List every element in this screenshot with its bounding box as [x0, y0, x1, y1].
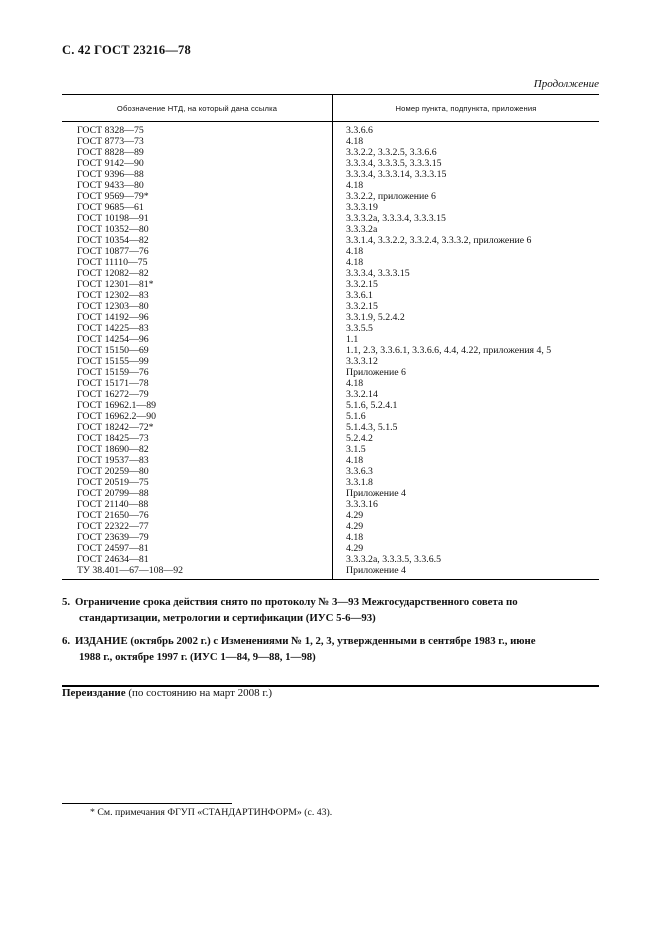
clause-number-cell: 3.1.5 [346, 444, 366, 455]
document-designation-cell: ГОСТ 8328—75 [77, 125, 144, 136]
clause-number-cell: 3.3.3.16 [346, 499, 378, 510]
document-designation-cell: ГОСТ 18425—73 [77, 433, 149, 444]
table-header [62, 95, 599, 122]
document-designation-cell: ТУ 38.401—67—108—92 [77, 565, 183, 576]
clause-number-cell: 3.3.1.8 [346, 477, 373, 488]
footnote-divider [62, 803, 232, 804]
clause-number-cell: Приложение 6 [346, 367, 406, 378]
clause-number-cell: 3.3.2.15 [346, 301, 378, 312]
clause-number-cell: 4.18 [346, 257, 364, 268]
clause-number-cell: 3.3.6.1 [346, 290, 373, 301]
document-designation-cell: ГОСТ 9142—90 [77, 158, 144, 169]
clause-number-cell: 3.3.2.2, приложение 6 [346, 191, 436, 202]
document-designation-cell: ГОСТ 19537—83 [77, 455, 149, 466]
document-designation-cell: ГОСТ 9396—88 [77, 169, 144, 180]
note-5 [62, 594, 599, 626]
document-designation-cell: ГОСТ 20519—75 [77, 477, 149, 488]
clause-number-cell: 5.1.6, 5.2.4.1 [346, 400, 398, 411]
clause-number-cell: 4.18 [346, 455, 364, 466]
clause-number-cell: 3.3.3.19 [346, 202, 378, 213]
document-designation-cell: ГОСТ 10877—76 [77, 246, 149, 257]
document-designation-cell: ГОСТ 10352—80 [77, 224, 149, 235]
clause-number-cell: 3.3.3.12 [346, 356, 378, 367]
document-designation-cell: ГОСТ 20799—88 [77, 488, 149, 499]
clause-number-cell: 3.3.3.2а [346, 224, 378, 235]
clause-number-cell: 3.3.1.9, 5.2.4.2 [346, 312, 405, 323]
document-designation-cell: ГОСТ 18690—82 [77, 444, 149, 455]
clause-number-cell: 3.3.1.4, 3.3.2.2, 3.3.2.4, 3.3.3.2, приложение 6 [346, 235, 532, 246]
note-5-line-2: стандартизации, метрологии и сертификации (ИУС 5-6—93) [79, 612, 376, 624]
clause-number-cell: 3.3.2.2, 3.3.2.5, 3.3.6.6 [346, 147, 437, 158]
document-designation-cell: ГОСТ 15155—99 [77, 356, 149, 367]
clause-number-cell: 4.29 [346, 510, 364, 521]
clause-number-cell: 4.18 [346, 180, 364, 191]
note-5-line-1: Ограничение срока действия снято по протоколу № 3—93 Межгосударственного совета по [75, 596, 518, 608]
document-designation-cell: ГОСТ 9685—61 [77, 202, 144, 213]
document-designation-cell: ГОСТ 18242—72* [77, 422, 154, 433]
clause-number-cell: 3.3.5.5 [346, 323, 373, 334]
clause-number-cell: 3.3.3.4, 3.3.3.5, 3.3.3.15 [346, 158, 442, 169]
clause-number-cell: 4.29 [346, 543, 364, 554]
document-designation-cell: ГОСТ 21140—88 [77, 499, 149, 510]
document-designation-cell: ГОСТ 16962.2—90 [77, 411, 157, 422]
reprint-label: Переиздание [62, 687, 126, 699]
note-6-number: 6. [62, 635, 71, 647]
document-designation-cell: ГОСТ 20259—80 [77, 466, 149, 477]
clause-number-cell: Приложение 4 [346, 565, 406, 576]
table-body [62, 122, 599, 579]
clause-number-cell: Приложение 4 [346, 488, 406, 499]
clause-number-cell: 3.3.6.6 [346, 125, 373, 136]
document-designation-cell: ГОСТ 14225—83 [77, 323, 149, 334]
document-designation-cell: ГОСТ 8828—89 [77, 147, 144, 158]
footnote: * См. примечания ФГУП «СТАНДАРТИНФОРМ» (с. 43). [90, 807, 333, 818]
document-designation-cell: ГОСТ 16962.1—89 [77, 400, 157, 411]
clause-number-cell: 1.1, 2.3, 3.3.6.1, 3.3.6.6, 4.4, 4.22, приложения 4, 5 [346, 345, 552, 356]
clause-number-cell: 3.3.2.14 [346, 389, 378, 400]
clause-number-cell: 5.2.4.2 [346, 433, 373, 444]
clause-number-cell: 3.3.2.15 [346, 279, 378, 290]
document-designation-cell: ГОСТ 12082—82 [77, 268, 149, 279]
document-column [62, 122, 333, 579]
page-header: С. 42 ГОСТ 23216—78 [62, 43, 191, 57]
clause-column [333, 122, 599, 579]
document-designation-cell: ГОСТ 24634—81 [77, 554, 149, 565]
clause-number-cell: 4.18 [346, 378, 364, 389]
clause-number-cell: 3.3.3.4, 3.3.3.14, 3.3.3.15 [346, 169, 447, 180]
document-designation-cell: ГОСТ 14254—96 [77, 334, 149, 345]
clause-number-cell: 5.1.6 [346, 411, 366, 422]
header-document-designation: Обозначение НТД, на который дана ссылка [62, 95, 333, 121]
clause-number-cell: 4.18 [346, 246, 364, 257]
reprint-note [62, 687, 272, 699]
header-clause-number: Номер пункта, подпункта, приложения [395, 103, 537, 113]
document-designation-cell: ГОСТ 12301—81* [77, 279, 154, 290]
document-designation-cell: ГОСТ 10354—82 [77, 235, 149, 246]
document-designation-cell: ГОСТ 11110—75 [77, 257, 148, 268]
document-designation-cell: ГОСТ 10198—91 [77, 213, 149, 224]
note-6-line-2: 1988 г., октябре 1997 г. (ИУС 1—84, 9—88, 1—98) [79, 651, 316, 663]
references-table [62, 94, 599, 580]
note-6-line-1: ИЗДАНИЕ (октябрь 2002 г.) с Изменениями № 1, 2, 3, утвержденными в сентябре 1983 г., июне [75, 635, 536, 647]
document-designation-cell: ГОСТ 15159—76 [77, 367, 149, 378]
clause-number-cell: 4.18 [346, 532, 364, 543]
note-5-number: 5. [62, 596, 71, 608]
document-designation-cell: ГОСТ 9433—80 [77, 180, 144, 191]
reprint-text: (по состоянию на март 2008 г.) [125, 687, 273, 699]
continuation-label: Продолжение [533, 78, 599, 90]
clause-number-cell: 4.29 [346, 521, 364, 532]
clause-number-cell: 5.1.4.3, 5.1.5 [346, 422, 398, 433]
document-designation-cell: ГОСТ 23639—79 [77, 532, 149, 543]
document-designation-cell: ГОСТ 22322—77 [77, 521, 149, 532]
document-designation-cell: ГОСТ 8773—73 [77, 136, 144, 147]
document-designation-cell: ГОСТ 14192—96 [77, 312, 149, 323]
document-designation-cell: ГОСТ 15150—69 [77, 345, 149, 356]
document-designation-cell: ГОСТ 24597—81 [77, 543, 149, 554]
document-designation-cell: ГОСТ 12302—83 [77, 290, 149, 301]
document-designation-cell: ГОСТ 9569—79* [77, 191, 149, 202]
clause-number-cell: 3.3.3.2а, 3.3.3.4, 3.3.3.15 [346, 213, 446, 224]
note-6 [62, 633, 599, 665]
document-designation-cell: ГОСТ 15171—78 [77, 378, 149, 389]
clause-number-cell: 1.1 [346, 334, 359, 345]
clause-number-cell: 4.18 [346, 136, 364, 147]
clause-number-cell: 3.3.3.4, 3.3.3.15 [346, 268, 410, 279]
clause-number-cell: 3.3.3.2а, 3.3.3.5, 3.3.6.5 [346, 554, 441, 565]
document-designation-cell: ГОСТ 12303—80 [77, 301, 149, 312]
document-designation-cell: ГОСТ 16272—79 [77, 389, 149, 400]
clause-number-cell: 3.3.6.3 [346, 466, 373, 477]
document-designation-cell: ГОСТ 21650—76 [77, 510, 149, 521]
